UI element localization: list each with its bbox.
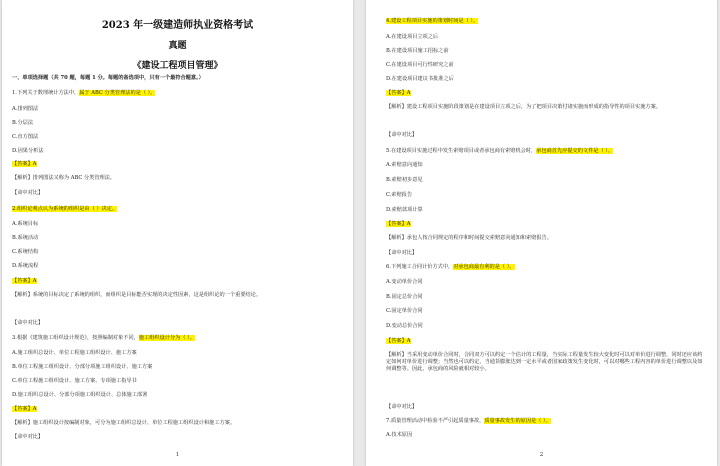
question-3-highlight: 施工组织设计分为（ ）。 — [138, 335, 195, 341]
page-number-2: 2 — [539, 452, 544, 458]
question-3-option-d: D.施工组织总设计、分部分项施工组织设计、总体施工部署 — [12, 392, 148, 398]
question-5-stem — [386, 148, 613, 155]
question-3-option-a: A.施工组织总设计、单位工程施工组织设计、施工方案 — [12, 350, 137, 356]
question-2-explanation: 【解析】系统的目标决定了系统的组织，而组织是目标能否实现的决定性因素，这是组织论的一个重要结论。 — [12, 292, 262, 298]
question-6-stem — [386, 264, 515, 271]
question-2-option-a: A.系统目标 — [12, 221, 39, 227]
question-3-stem-text: 3.根据《建筑施工组织设计规范》，按照编制对象不同， — [12, 335, 139, 341]
question-2-option-b: B.系统活动 — [12, 235, 39, 241]
question-4-option-c: C.在建设项目可行性研究之前 — [386, 62, 454, 68]
question-6-answer: 【答案】A — [386, 338, 411, 344]
question-5-option-b: B.索赔初步意见 — [386, 177, 423, 183]
question-3-stem — [12, 335, 195, 342]
question-5-option-c: C.索赔报告 — [386, 192, 413, 198]
question-5-answer: 【答案】A — [386, 221, 411, 227]
question-5-highlight: 承包商首先应提交的文件是（ ）。 — [536, 148, 614, 154]
question-1-answer: 【答案】A — [12, 161, 37, 167]
question-3-explanation: 【解析】施工组织设计按编制对象，可分为施工组织总设计、单位工程施工组织设计和施工方案。 — [12, 420, 236, 426]
question-1-explanation: 【解析】排列图法又称为 ABC 分类管理法。 — [12, 175, 116, 181]
question-2-stem: 2.组织论观点认为系统的组织是由（ ）决定。 — [12, 206, 118, 212]
question-6-highlight: 对承包商最有利的是（ ）。 — [453, 264, 515, 270]
question-2-option-c: C.系统结构 — [12, 249, 39, 255]
question-7-stem-text: 7.质量管理活动中检验不严引起质量事故， — [386, 418, 485, 424]
question-1-comparison: 【命中对比】 — [12, 190, 44, 196]
question-1-option-a: A.排列图法 — [12, 106, 39, 112]
book-title: 《建设工程项目管理》 — [132, 61, 223, 71]
document-page-1 — [2, 0, 353, 466]
question-2-comparison: 【命中对比】 — [12, 320, 44, 326]
question-1-stem-text: 1.下列关于数理统计方法中， — [12, 90, 80, 96]
question-5-option-a: A.索赔意向通知 — [386, 162, 423, 168]
question-6-option-a: A.变动单价合同 — [386, 279, 423, 285]
question-6-comparison: 【命中对比】 — [386, 404, 418, 410]
question-5-stem-text: 5.在建设项目实施过程中发生索赔项目或者承包商有索赔机会时， — [386, 148, 537, 154]
question-1-highlight: 属于 ABC 分类管理法的是（ ）。 — [79, 90, 156, 96]
question-6-explanation: 【解析】当采用变动单价合同时，合同双方可以约定一个估计的工程量，当实际工程量发生较大变化时可以对单价进行调整，同时还应该约定如何对单价进行调整；当然也可以约定，当通货膨胀达到一定水平或者国家政策发生变化时，可以对哪些工程内容的单价进行调整以及如何调整等。因此，承包商的风险就相对较小。 — [386, 352, 703, 372]
exam-title: 2023 年一级建造师执业资格考试 — [101, 20, 254, 31]
section-heading: 一、单项选择题（共 70 题，每题 1 分。每题的备选项中，只有一个最符合题意。） — [12, 75, 204, 81]
question-1-option-d: D.因果分析法 — [12, 148, 44, 154]
question-1-option-c: C.直方图法 — [12, 134, 39, 140]
question-6-stem-text: 6.下列施工合同计价方式中， — [386, 264, 454, 270]
question-1-stem — [12, 90, 155, 97]
question-4-answer: 【答案】A — [386, 90, 411, 96]
question-3-option-c: C.单位工程施工组织设计、施工方案、专项施工指导书 — [12, 378, 137, 384]
document-page-2 — [366, 0, 717, 466]
page-number-1: 1 — [175, 452, 180, 458]
question-4-option-b: B.在建设项目施工招标之前 — [386, 48, 449, 54]
question-4-option-a: A.在建设项目立项之后 — [386, 34, 439, 40]
question-2-option-d: D.系统流程 — [12, 263, 39, 269]
question-4-stem: 4.建设工程项目实施的策划时间是（ ）。 — [386, 18, 479, 24]
question-2-answer: 【答案】A — [12, 278, 37, 284]
question-3-option-b: B.单位工程施工组织设计、分部分项施工组织设计、施工方案 — [12, 364, 153, 370]
question-6-option-b: B.固定总价合同 — [386, 294, 423, 300]
question-7-option-a: A.技术原因 — [386, 432, 413, 438]
question-4-comparison: 【命中对比】 — [386, 132, 418, 138]
question-7-highlight: 质量事故发生的原因是（ ）。 — [484, 418, 551, 424]
question-4-option-d: D.在建设项目建议书批准之后 — [386, 76, 454, 82]
question-5-comparison: 【命中对比】 — [386, 250, 418, 256]
question-3-comparison: 【命中对比】 — [12, 434, 44, 440]
question-6-option-d: D.变动总价合同 — [386, 323, 423, 329]
question-5-option-d: D.索赔款项计算 — [386, 207, 423, 213]
question-3-answer: 【答案】A — [12, 406, 37, 412]
exam-subtitle: 真题 — [168, 41, 187, 51]
question-1-option-b: B.分层法 — [12, 120, 34, 126]
question-6-option-c: C.固定单价合同 — [386, 308, 423, 314]
question-5-explanation: 【解析】承包人按合同规定的程序和时间提交索赔意向通知和索赔报告。 — [386, 235, 553, 241]
question-7-stem — [386, 418, 551, 425]
question-4-explanation: 【解析】建设工程项目实施阶段策划是在建设项目立项之后，为了把项目决策付诸实施而形成的指导性的项目实施方案。 — [386, 104, 661, 110]
